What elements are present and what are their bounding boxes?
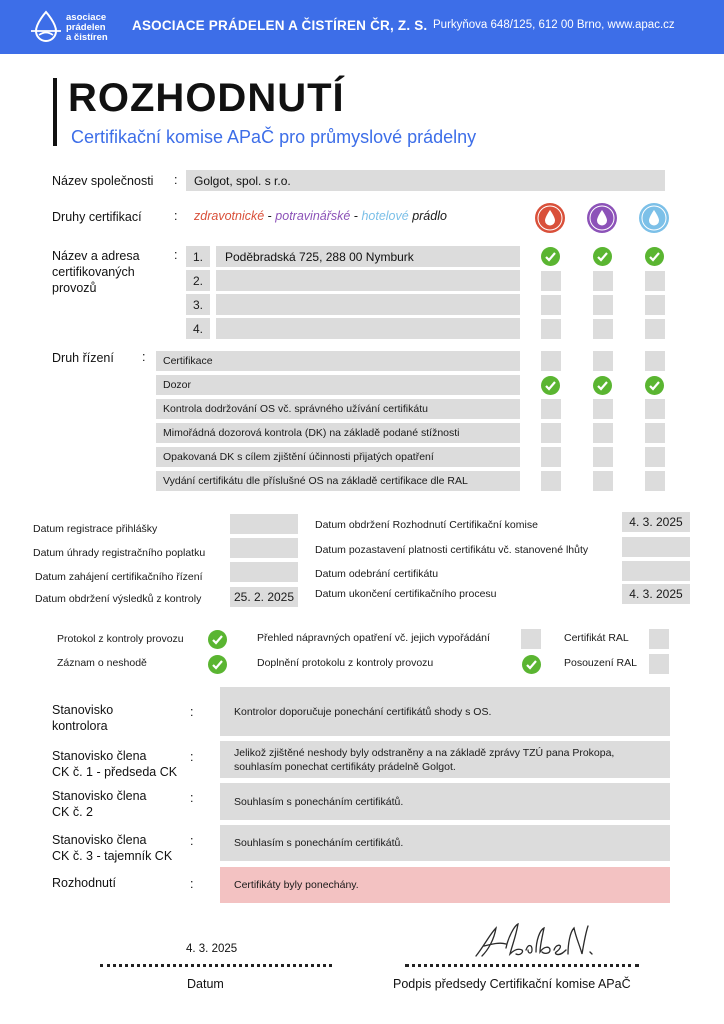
company-label: Název společnosti <box>52 174 154 188</box>
colon: : <box>142 350 146 364</box>
procedure-label: Druh řízení <box>52 351 114 365</box>
date-caption: Datum <box>187 977 224 991</box>
empty-checkbox <box>593 295 613 315</box>
organization-name: ASOCIACE PRÁDELEN A ČISTÍREN ČR, Z. S. <box>132 18 428 33</box>
check-icon <box>522 655 541 674</box>
empty-checkbox <box>645 399 665 419</box>
sites-label-line: certifikovaných <box>52 265 135 279</box>
date-dotted-line <box>100 964 332 967</box>
check-icon <box>541 247 560 266</box>
empty-checkbox <box>649 629 669 649</box>
doc-label: Doplnění protokolu z kontroly provozu <box>257 657 434 669</box>
procedure-row: Certifikace <box>156 351 520 371</box>
empty-checkbox <box>593 351 613 371</box>
sites-label <box>52 248 140 296</box>
separator: - <box>264 209 276 223</box>
cert-type-pradlo: prádlo <box>408 209 447 223</box>
colon: : <box>174 248 178 262</box>
doc-label: Protokol z kontroly provozu <box>57 633 184 645</box>
check-icon <box>208 630 227 649</box>
date-label: Datum odebrání certifikátu <box>315 568 439 580</box>
empty-checkbox <box>541 447 561 467</box>
date-label: Datum obdržení Rozhodnutí Certifikační komise <box>315 519 538 531</box>
date-field <box>230 514 298 534</box>
title-accent-bar <box>53 78 57 146</box>
logo-line: asociace <box>66 12 107 23</box>
opinion-label <box>52 748 177 780</box>
doc-label: Přehled nápravných opatření vč. jejich vypořádání <box>257 632 490 644</box>
opinion-label-line: Stanovisko <box>52 703 114 717</box>
date-field: 4. 3. 2025 <box>622 512 690 532</box>
opinion-label-line: CK č. 2 <box>52 805 93 819</box>
colon: : <box>174 173 178 187</box>
opinion-label-line: Stanovisko člena <box>52 833 147 847</box>
opinion-text: Kontrolor doporučuje ponechání certifikátů shody s OS. <box>220 687 670 736</box>
doc-label: Záznam o neshodě <box>57 657 147 669</box>
date-label: Datum pozastavení platnosti certifikátu vč. stanovené lhůty <box>315 544 589 556</box>
colon: : <box>190 705 194 719</box>
opinion-text: Jelikož zjištěné neshody byly odstraněny a na základě zprávy TZÚ pana Prokopa, souhlasím ponechat certifikáty prádelně Golgot. <box>220 741 670 778</box>
empty-checkbox <box>645 351 665 371</box>
date-label: Datum zahájení certifikačního řízení <box>35 571 203 583</box>
colon: : <box>190 791 194 805</box>
site-address-field: Poděbradská 725, 288 00 Nymburk <box>216 246 520 267</box>
zdravotnicke-drop-icon <box>535 203 565 233</box>
organization-address: Purkyňova 648/125, 612 00 Brno, www.apac.cz <box>433 19 675 31</box>
empty-checkbox <box>645 319 665 339</box>
header-bar <box>0 0 724 54</box>
check-icon <box>645 247 664 266</box>
opinion-label-line: Stanovisko člena <box>52 789 147 803</box>
site-number: 3. <box>186 294 210 315</box>
decision-label: Rozhodnutí <box>52 876 116 890</box>
check-icon <box>208 655 227 674</box>
signature-dotted-line <box>405 964 639 967</box>
check-icon <box>541 376 560 395</box>
empty-checkbox <box>541 399 561 419</box>
opinion-label-line: CK č. 3 - tajemník CK <box>52 849 173 863</box>
signature-image <box>470 916 600 964</box>
empty-checkbox <box>645 471 665 491</box>
procedure-row: Opakovaná DK s cílem zjištění účinnosti přijatých opatření <box>156 447 520 467</box>
empty-checkbox <box>541 271 561 291</box>
empty-checkbox <box>645 271 665 291</box>
date-label: Datum ukončení certifikačního procesu <box>315 588 497 600</box>
cert-type-zdravotnicke: zdravotnické <box>194 209 265 223</box>
empty-checkbox <box>541 471 561 491</box>
empty-checkbox <box>593 447 613 467</box>
empty-checkbox <box>541 351 561 371</box>
empty-checkbox <box>593 399 613 419</box>
page-subtitle: Certifikační komise APaČ pro průmyslové prádelny <box>71 127 477 147</box>
empty-checkbox <box>541 319 561 339</box>
opinion-text: Souhlasím s ponecháním certifikátů. <box>220 825 670 861</box>
date-field <box>622 537 690 557</box>
decision-text: Certifikáty byly ponechány. <box>220 867 670 903</box>
procedure-row: Kontrola dodržování OS vč. správného užívání certifikátu <box>156 399 520 419</box>
date-field <box>230 562 298 582</box>
colon: : <box>190 834 194 848</box>
empty-checkbox <box>593 271 613 291</box>
colon: : <box>190 750 194 764</box>
site-number: 2. <box>186 270 210 291</box>
date-field: 25. 2. 2025 <box>230 587 298 607</box>
cert-type-potravinarske: potravinářské <box>275 209 351 223</box>
opinion-label <box>52 702 113 734</box>
doc-label: Certifikát RAL <box>564 632 629 644</box>
doc-label: Posouzení RAL <box>564 657 637 669</box>
empty-checkbox <box>593 471 613 491</box>
logo-icon <box>30 10 62 44</box>
sites-label-line: provozů <box>52 281 97 295</box>
company-field: Golgot, spol. s r.o. <box>186 170 665 191</box>
site-address-field <box>216 318 520 339</box>
site-number: 1. <box>186 246 210 267</box>
empty-checkbox <box>593 319 613 339</box>
opinion-label-line: kontrolora <box>52 719 108 733</box>
page-title: ROZHODNUTÍ <box>68 76 345 120</box>
empty-checkbox <box>593 423 613 443</box>
empty-checkbox <box>645 423 665 443</box>
potravinarske-drop-icon <box>587 203 617 233</box>
empty-checkbox <box>521 629 541 649</box>
cert-type-hotelove: hotelové <box>361 209 409 223</box>
cert-types-list <box>194 209 447 223</box>
opinion-label <box>52 788 147 820</box>
check-icon <box>593 376 612 395</box>
date-label: Datum registrace přihlášky <box>33 523 158 535</box>
date-label: Datum obdržení výsledků z kontroly <box>35 593 202 605</box>
date-field: 4. 3. 2025 <box>622 584 690 604</box>
empty-checkbox <box>645 447 665 467</box>
empty-checkbox <box>649 654 669 674</box>
empty-checkbox <box>645 295 665 315</box>
empty-checkbox <box>541 423 561 443</box>
site-address-field <box>216 294 520 315</box>
procedure-row: Dozor <box>156 375 520 395</box>
check-icon <box>593 247 612 266</box>
logo-line: a čistíren <box>66 32 108 43</box>
sites-label-line: Název a adresa <box>52 249 140 263</box>
signature-caption: Podpis předsedy Certifikační komise APaČ <box>393 977 631 991</box>
date-field <box>622 561 690 581</box>
empty-checkbox <box>541 295 561 315</box>
date-label: Datum úhrady registračního poplatku <box>33 547 206 559</box>
hotelove-drop-icon <box>639 203 669 233</box>
logo-text <box>66 13 108 43</box>
opinion-text: Souhlasím s ponecháním certifikátů. <box>220 783 670 820</box>
date-field <box>230 538 298 558</box>
procedure-row: Vydání certifikátu dle příslušné OS na základě certifikace dle RAL <box>156 471 520 491</box>
separator: - <box>350 209 362 223</box>
colon: : <box>190 877 194 891</box>
site-number: 4. <box>186 318 210 339</box>
colon: : <box>174 209 178 223</box>
check-icon <box>645 376 664 395</box>
opinion-label-line: CK č. 1 - předseda CK <box>52 765 178 779</box>
site-address-field <box>216 270 520 291</box>
cert-types-label: Druhy certifikací <box>52 210 142 224</box>
opinion-label-line: Stanovisko člena <box>52 749 147 763</box>
signature-date: 4. 3. 2025 <box>186 943 238 955</box>
procedure-row: Mimořádná dozorová kontrola (DK) na základě podané stížnosti <box>156 423 520 443</box>
logo-line: prádelen <box>66 22 106 33</box>
opinion-label <box>52 832 172 864</box>
